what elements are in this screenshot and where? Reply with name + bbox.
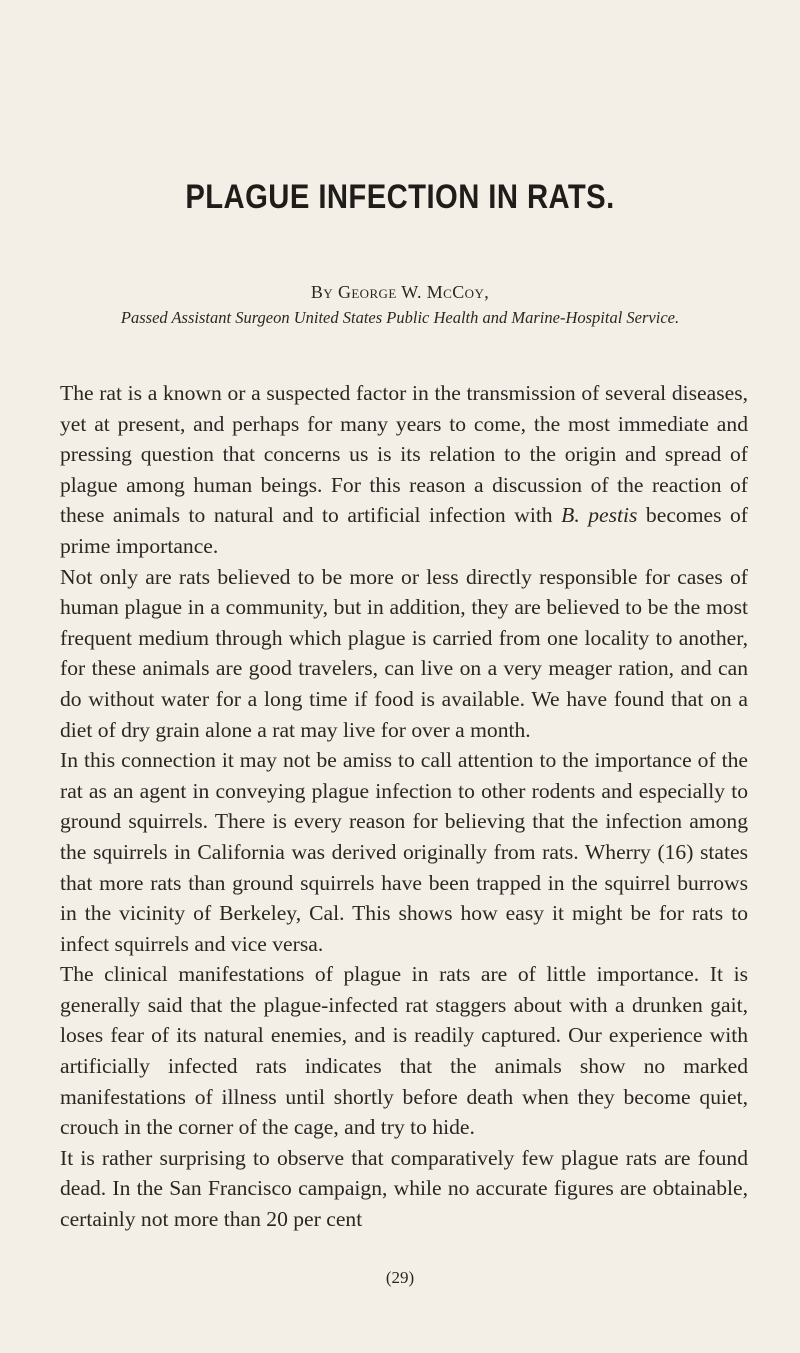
paragraph: The clinical manifestations of plague in rats are of little importance. It is generally said that the plague-infected rat staggers about with a drunken gait, loses fear of its natural enemies, and is readily captured. Our experience with artificially infected rats indicates that the animals show no marked manifestations of illness until shortly before death when they become quiet, crouch in the corner of the cage, and try to hide. xyxy=(60,962,748,1140)
paragraph: Not only are rats believed to be more or less directly responsible for cases of human plague in a community, but in addition, they are believed to be the most frequent medium through which plague is carried from one locality to another, for these animals are good travelers, can live on a very meager ration, and can do without water for a long time if food is available. We have found that on a diet of dry grain alone a rat may live for over a month. xyxy=(60,564,748,742)
paragraph-text-before: The rat is a known or a suspected factor in the transmission of several diseases, yet at present, and perhaps for many years to come, the most immediate and pressing question that concerns us is its relation to the origin and spread of plague among human beings. For this reason a discussion of the reaction of these animals to natural and to artificial infection with xyxy=(60,381,748,528)
page-number: (29) xyxy=(385,1268,415,1287)
author-affiliation: Passed Assistant Surgeon United States Public Health and Marine-Hospital Service. xyxy=(120,308,680,327)
paragraph: It is rather surprising to observe that comparatively few plague rats are found dead. In the San Francisco campaign, while no accurate figures are obtainable, certainly not more than 20 per cent xyxy=(60,1145,748,1232)
article-body xyxy=(60,378,748,1235)
species-name: B. pestis xyxy=(561,503,638,528)
paragraph: In this connection it may not be amiss to call attention to the importance of the rat as an agent in conveying plague infection to other rodents and especially to ground squirrels. There is every reason for believing that the infection among the squirrels in California was derived originally from rats. Wherry (16) states that more rats than ground squirrels have been trapped in the squirrel burrows in the vicinity of Berkeley, Cal. This shows how easy it might be for rats to infect squirrels and vice versa. xyxy=(60,748,748,956)
article-title: PLAGUE INFECTION IN RATS. xyxy=(185,178,615,216)
author-byline: By George W. McCoy, xyxy=(310,282,490,302)
paragraph xyxy=(60,378,748,562)
paragraph-text-after: becomes of prime importance. xyxy=(60,503,748,558)
